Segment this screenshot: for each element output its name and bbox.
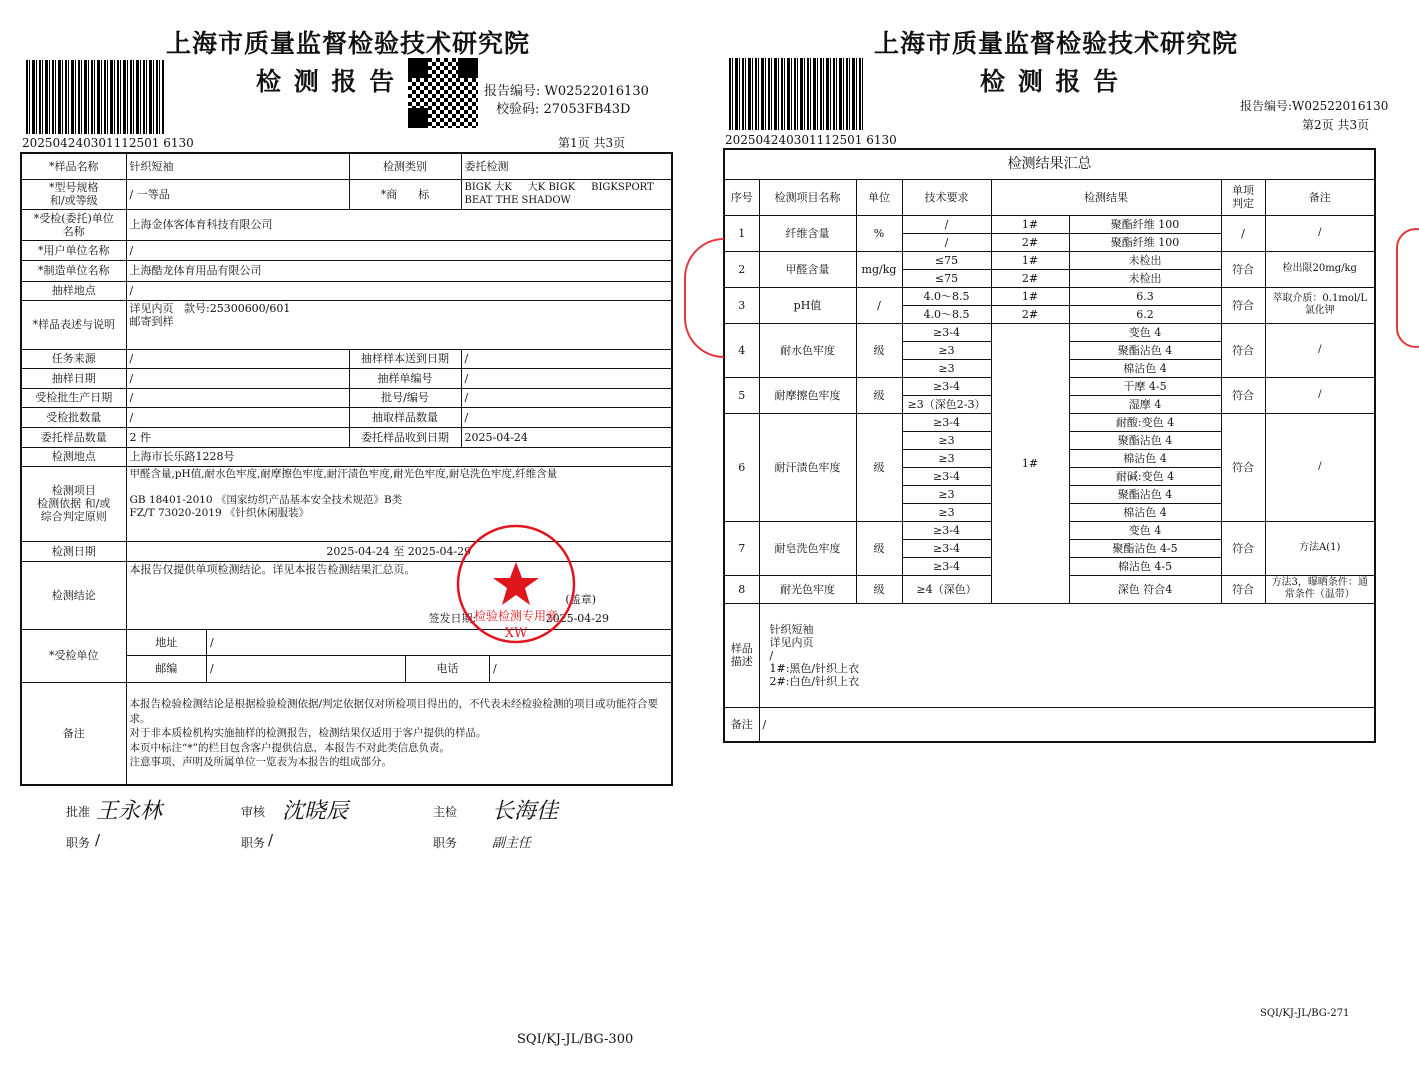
approve-signature: 王永林 [96,799,163,824]
label: 地址 [127,630,207,655]
item-unit: 级 [856,377,902,413]
item-no: 3 [724,287,759,323]
result: 耐碱:变色 4 [1069,467,1221,485]
item-name: 甲醛含量 [759,251,856,287]
zip: / [207,656,406,682]
form-code: SQI/KJ-JL/BG-300 [517,1032,634,1047]
requirement: / [902,233,991,251]
table-row [724,287,1375,305]
sample-id: 2# [991,233,1069,251]
result: 变色 4 [1069,323,1221,341]
item-no: 2 [724,251,759,287]
requirement: 4.0～8.5 [902,305,991,323]
result: 聚酯沾色 4 [1069,341,1221,359]
barcode-number: 202504240301112501 6130 [725,133,897,147]
site: / [126,281,672,300]
judgement: 符合 [1221,251,1265,287]
post1: / [95,831,101,849]
issue-date: 2025-04-29 [545,611,609,625]
result: 聚酯纤维 100 [1069,233,1221,251]
item-unit: / [856,287,902,323]
issue-label: 签发日期: [428,611,477,625]
conclusion: 本报告仅提供单项检测结论。详见本报告检测结果汇总页。 [129,562,416,576]
requirement: ≥3-4 [902,323,991,341]
post2: / [268,831,274,849]
label: *型号规格 和/或等级 [21,179,126,209]
label: *商 标 [349,179,461,209]
judgement: / [1221,215,1265,251]
result: 聚酯沾色 4 [1069,431,1221,449]
address: / [210,635,214,649]
requirement: ≥3-4 [902,539,991,557]
judgement: 符合 [1221,377,1265,413]
result: 棉沾色 4-5 [1069,557,1221,575]
column-header: 检测项目名称 [759,179,856,215]
post-label: 职务 [241,836,266,850]
label: 抽样日期 [21,368,126,388]
item-no: 8 [724,575,759,603]
desc-row [724,603,1375,707]
test-place: 上海市长乐路1228号 [126,447,672,466]
barcode [26,60,164,134]
batch: / [461,388,672,407]
requirement: ≤75 [902,251,991,269]
page-seal-right [1396,228,1419,348]
batch-qty: / [126,407,349,427]
label: 批号/编号 [349,388,461,407]
remark: / [759,707,1375,742]
requirement: / [902,215,991,233]
item-note: 萃取介质：0.1mol/L氯化钾 [1265,287,1375,323]
requirement: 4.0～8.5 [902,287,991,305]
barcode [729,58,864,130]
requirement: ≥3-4 [902,557,991,575]
result: 聚酯纤维 100 [1069,215,1221,233]
result: 干摩 4-5 [1069,377,1221,395]
label: 检测日期 [21,541,126,561]
table-row [724,323,1375,341]
column-header: 单位 [856,179,902,215]
item-note: 方法3，曝晒条件：通常条件（温带） [1265,575,1375,603]
org-name: 上海市质量监督检验技术研究院 [166,29,531,58]
label: 样品 描述 [724,603,759,707]
item-unit: 级 [856,575,902,603]
requirement: ≥3 [902,449,991,467]
prod-date: / [126,388,349,407]
result: 深色 符合4 [1069,575,1221,603]
item-no: 4 [724,323,759,377]
org-name: 上海市质量监督检验技术研究院 [874,29,1239,58]
requirement: ≥4（深色） [902,575,991,603]
seal-note: (盖章) [565,592,596,606]
remark-row [724,707,1375,742]
result: 聚酯沾色 4 [1069,485,1221,503]
post-label: 职务 [66,836,91,850]
table-row [724,251,1375,269]
item-no: 7 [724,521,759,575]
item-name: 耐摩擦色牢度 [759,377,856,413]
remark: 本报告检验检测结论是根据检验检测依据/判定依据仅对所检项目得出的，不代表未经检验检测的项目或功能符合要求。 对于非本质检机构实施抽样的检测报告，检测结果仅适用于客户提供的样品。 本页中标注“*”的栏目包含客户提供信息，本报告不对此类信息负责。 注意事项、声明及所属单位一览表为本报告的组成部分。 [126,682,672,785]
label: 任务来源 [21,349,126,368]
column-header: 技术要求 [902,179,991,215]
item-note: / [1265,323,1375,377]
item-unit: % [856,215,902,251]
requirement: ≥3-4 [902,467,991,485]
label: *样品名称 [21,153,126,179]
maker: 上海酷龙体育用品有限公司 [126,260,672,281]
item-note: / [1265,215,1375,251]
item-no: 6 [724,413,759,521]
review-signature: 沈晓辰 [282,799,349,824]
item-name: 耐水色牢度 [759,323,856,377]
approve-label: 批准 [66,805,91,819]
sample-id: 1# [991,251,1069,269]
judgement: 符合 [1221,287,1265,323]
item-no: 5 [724,377,759,413]
qr-code [408,58,478,128]
item-unit: 级 [856,323,902,377]
label: 抽样样本送到日期 [349,349,461,368]
test-items: 甲醛含量,pH值,耐水色牢度,耐摩擦色牢度,耐汗渍色牢度,耐光色牢度,耐皂洗色牢度,纤维含量 GB 18401-2010 《国家纺织产品基本安全技术规范》B类 FZ/T 73020-2019 《针织休闲服装》 [126,466,672,541]
barcode-number: 202504240301112501 6130 [22,136,194,150]
requirement: ≥3 [902,503,991,521]
sample-id: 1# [991,215,1069,233]
item-note: / [1265,377,1375,413]
label: *制造单位名称 [21,260,126,281]
requirement: ≥3 [902,485,991,503]
requirement: ≥3-4 [902,413,991,431]
result: 棉沾色 4 [1069,359,1221,377]
judgement: 符合 [1221,575,1265,603]
column-header: 单项 判定 [1221,179,1265,215]
drawn-qty: / [461,407,672,427]
requirement: ≥3-4 [902,521,991,539]
recv-date: 2025-04-24 [461,427,672,447]
label: 备注 [21,682,126,785]
sample-desc: 详见内页 款号:25300600/601 邮寄到样 [126,300,672,349]
item-unit: 级 [856,413,902,521]
verify-code: 校验码: 27053FB43D [496,102,631,117]
sample-info-table [20,152,673,786]
main-label: 主检 [433,805,458,819]
sample-id: 1# [991,323,1069,603]
label: *用户单位名称 [21,240,126,260]
table-title: 检测结果汇总 [724,149,1375,179]
page-number: 第2页 共3页 [1302,118,1370,132]
tel: / [493,662,497,675]
label: *受检单位 [21,629,126,682]
result: 未检出 [1069,269,1221,287]
page-number: 第1页 共3页 [558,136,626,150]
page-seal-left [684,238,724,358]
column-header: 序号 [724,179,759,215]
test-date: 2025-04-24 至 2025-04-29 [126,541,672,561]
svg-text:检验检测专用章: 检验检测专用章 [473,609,559,623]
model: / 一等品 [126,179,349,209]
report-number: 报告编号:W02522016130 [1240,99,1389,113]
item-unit: 级 [856,521,902,575]
result: 未检出 [1069,251,1221,269]
report-title: 检 测 报 告 [980,67,1121,96]
item-no: 1 [724,215,759,251]
item-name: 耐汗渍色牢度 [759,413,856,521]
client: 上海金体客体育科技有限公司 [126,209,672,240]
requirement: ≥3-4 [902,377,991,395]
sheet-no: / [461,368,672,388]
result: 湿摩 4 [1069,395,1221,413]
result: 变色 4 [1069,521,1221,539]
main-signature: 长海佳 [492,799,559,824]
item-note: 检出限20mg/kg [1265,251,1375,287]
label: 邮编 [127,656,207,682]
label: 检测类别 [349,153,461,179]
item-note: / [1265,413,1375,521]
requirement: ≥3（深色2-3） [902,395,991,413]
results-table [723,148,1376,743]
entrust-qty: 2 件 [126,427,349,447]
item-name: 耐皂洗色牢度 [759,521,856,575]
review-label: 审核 [241,805,266,819]
requirement: ≥3 [902,341,991,359]
conclusion-cell [126,561,672,629]
form-code: SQI/KJ-JL/BG-271 [1260,1008,1350,1019]
label: 检测项目 检测依据 和/或 综合判定原则 [21,466,126,541]
brand: BIGK 大K 大K BIGK BIGKSPORT BEAT THE SHADOW [461,179,672,209]
label: 检测地点 [21,447,126,466]
sample-name: 针织短袖 [126,153,349,179]
sample-id: 2# [991,269,1069,287]
item-name: pH值 [759,287,856,323]
item-name: 纤维含量 [759,215,856,251]
result: 耐酸:变色 4 [1069,413,1221,431]
label: 抽样地点 [21,281,126,300]
label: *受检(委托)单位 名称 [21,209,126,240]
item-name: 耐光色牢度 [759,575,856,603]
sample-id: 2# [991,305,1069,323]
label: 检测结论 [21,561,126,629]
label: 受检批生产日期 [21,388,126,407]
judgement: 符合 [1221,323,1265,377]
post-label: 职务 [433,836,458,850]
result: 聚酯沾色 4-5 [1069,539,1221,557]
report-title: 检 测 报 告 [256,67,397,96]
label: 电话 [406,656,490,682]
item-unit: mg/kg [856,251,902,287]
column-header: 检测结果 [991,179,1221,215]
label: 抽取样品数量 [349,407,461,427]
requirement: ≥3 [902,431,991,449]
report-number: 报告编号: W02522016130 [484,84,649,99]
label: 委托样品数量 [21,427,126,447]
item-note: 方法A(1) [1265,521,1375,575]
sample-description: 针织短袖 详见内页 / 1#:黑色/针织上衣 2#:白色/针织上衣 [759,603,1375,707]
user: / [126,240,672,260]
judgement: 符合 [1221,413,1265,521]
requirement: ≥3 [902,359,991,377]
requirement: ≤75 [902,269,991,287]
label: 受检批数量 [21,407,126,427]
official-stamp [454,522,578,646]
result: 6.3 [1069,287,1221,305]
test-type: 委托检测 [461,153,672,179]
result: 棉沾色 4 [1069,449,1221,467]
judgement: 符合 [1221,521,1265,575]
svg-text:XW: XW [504,626,528,641]
task: / [126,349,349,368]
column-header: 备注 [1265,179,1375,215]
table-row [724,215,1375,233]
sent-date: / [461,349,672,368]
sample-date: / [126,368,349,388]
result: 6.2 [1069,305,1221,323]
result: 棉沾色 4 [1069,503,1221,521]
label: 委托样品收到日期 [349,427,461,447]
sample-id: 1# [991,287,1069,305]
label: 抽样单编号 [349,368,461,388]
post3: 副主任 [492,836,532,851]
label: *样品表述与说明 [21,300,126,349]
label: 备注 [724,707,759,742]
